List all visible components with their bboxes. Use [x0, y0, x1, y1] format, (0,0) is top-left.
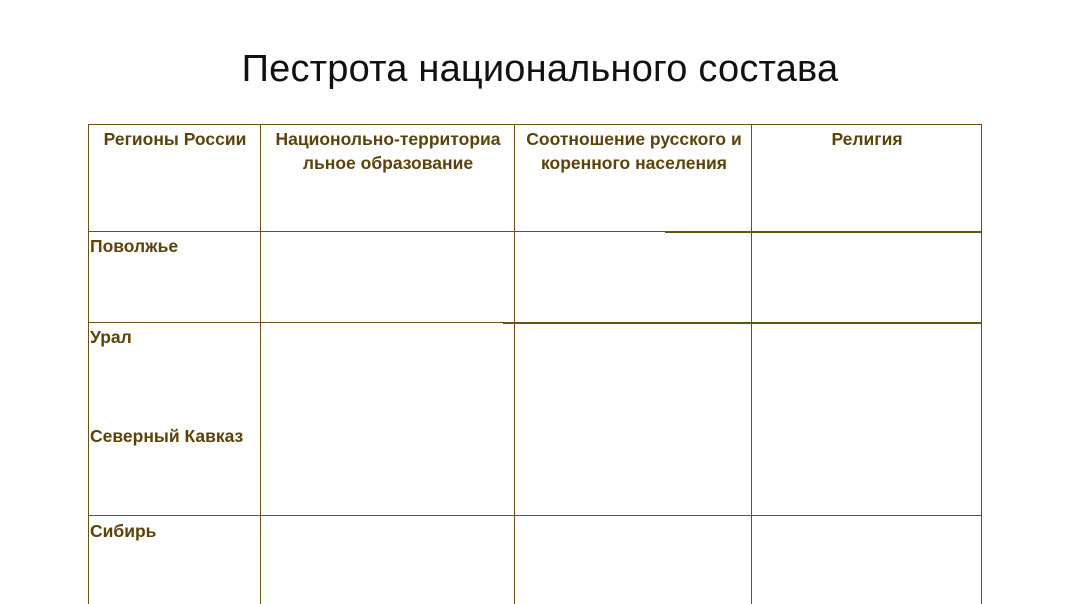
column-divider-2: [514, 124, 515, 604]
row-divider-3: [88, 515, 982, 516]
column-divider-3: [751, 124, 752, 604]
table-border-top: [88, 124, 982, 125]
column-divider-1: [260, 124, 261, 604]
row-divider-2: [88, 322, 503, 323]
header-national-territorial-unit: Национольно-территориа льное образование: [275, 129, 501, 173]
row-label-ural: Урал: [90, 327, 132, 347]
header-regions: Регионы России: [103, 129, 247, 149]
slide-title: Пестрота национального состава: [241, 48, 839, 90]
regions-table: [88, 124, 982, 604]
row-divider-1-emphasis: [665, 231, 982, 233]
row-label-siberia: Сибирь: [90, 521, 157, 541]
row-divider-1: [88, 231, 665, 232]
row-label-volga: Поволжье: [90, 236, 179, 256]
row-label-north-caucasus: Северный Кавказ: [90, 426, 244, 446]
table-border-left: [88, 124, 89, 604]
header-religion: Религия: [831, 129, 903, 149]
row-divider-2-emphasis: [503, 322, 982, 324]
table-border-right: [981, 124, 982, 604]
header-population-ratio: Соотношение русского и коренного населения: [526, 129, 742, 173]
